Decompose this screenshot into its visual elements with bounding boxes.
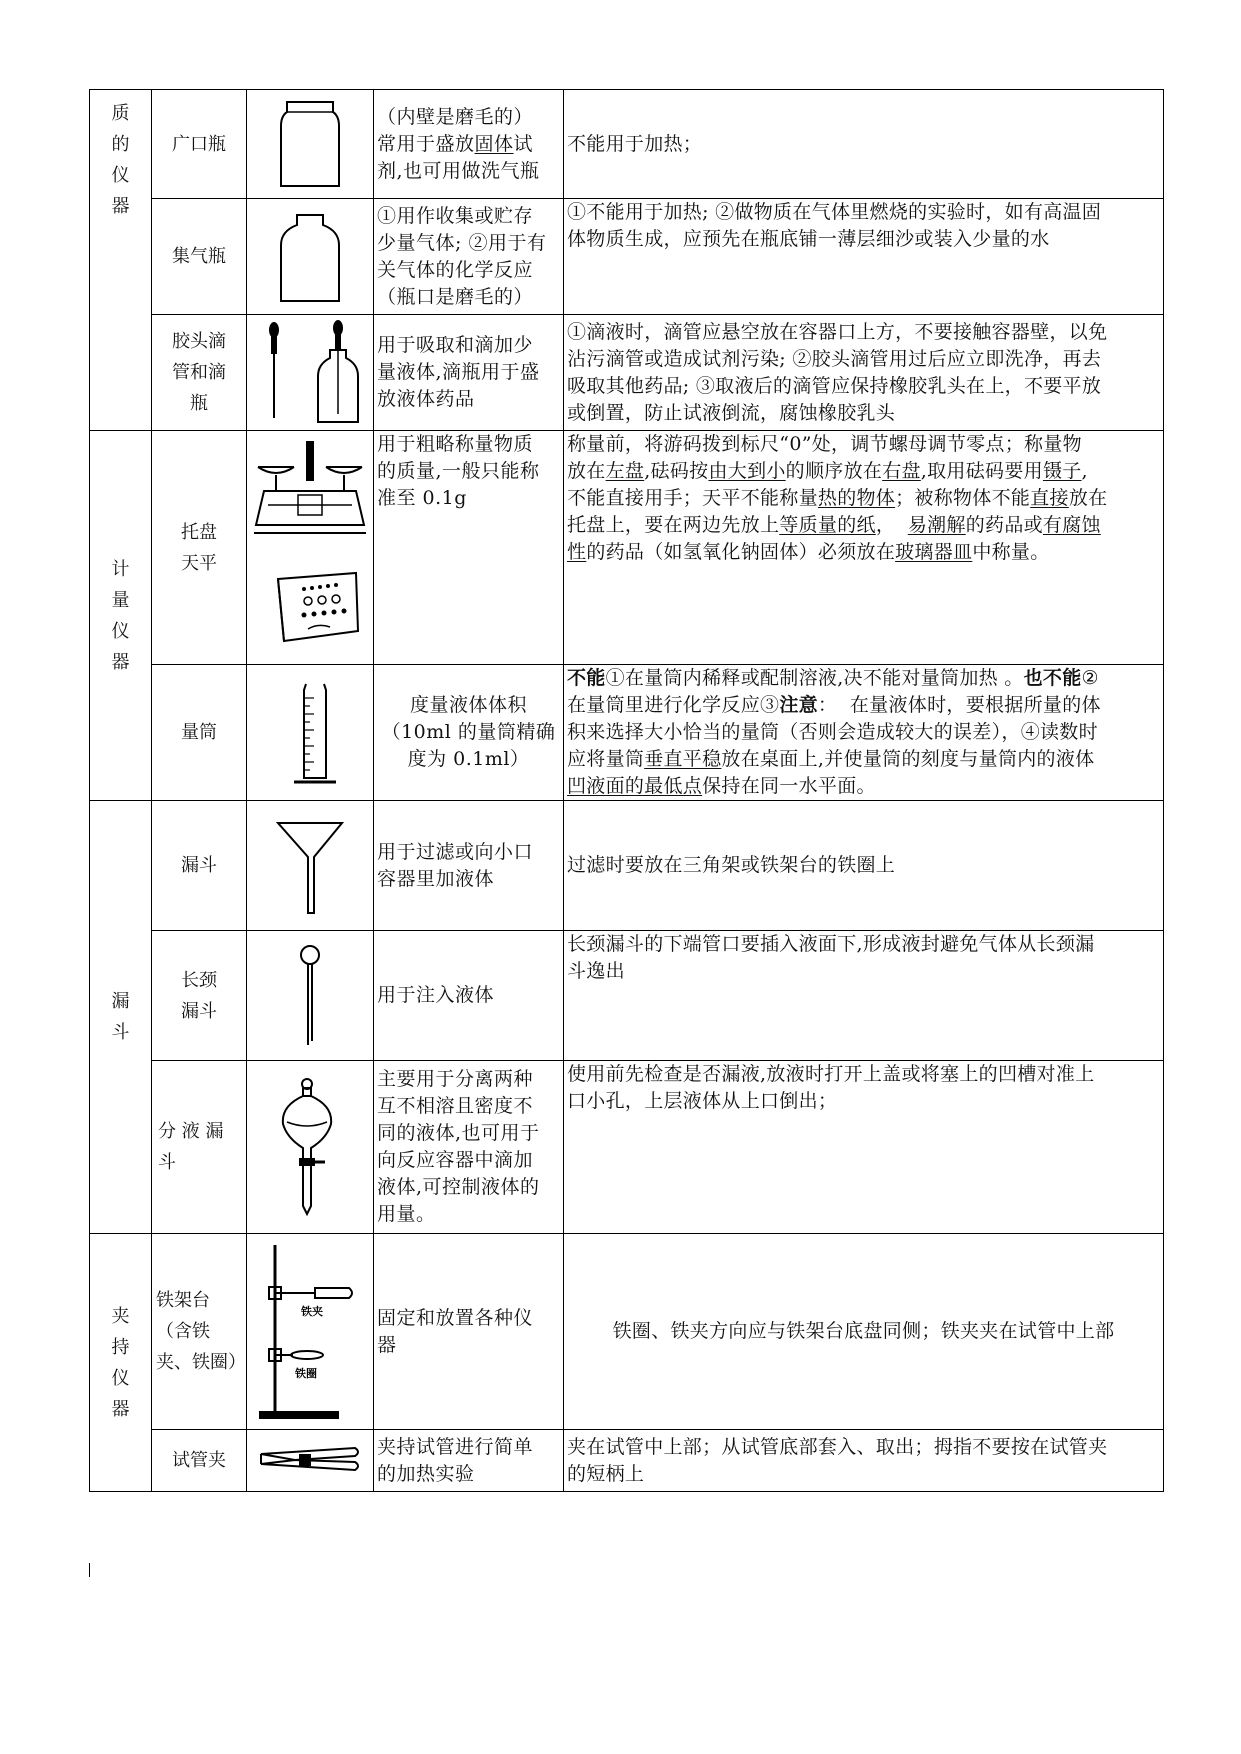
note-cell [564,801,1164,931]
note-line: 吸取其他药品; ③取液后的滴管应保持橡胶乳头在上，不要平放 [567,374,1102,397]
image-cell [247,1061,374,1234]
long-neck-funnel-icon [290,941,330,1051]
note-line [567,692,1160,719]
use-line: 度量液体体积 [409,694,527,716]
use-line: 固定和放置各种仪 [377,1306,534,1329]
note-line: 使用前先检查是否漏液,放液时打开上盖或将塞上的凹槽对准上 [567,1063,1095,1085]
instrument-name [152,801,247,931]
text-run: , [1081,460,1088,482]
wide-mouth-bottle-icon [275,96,345,192]
use-line: 夹持试管进行简单 [377,1435,534,1458]
text-run: 在量筒里进行化学反应③ [567,694,780,716]
name-line: 天平 [181,552,217,574]
category-char: 斗 [111,1022,130,1043]
table-row [90,1234,1164,1430]
text-run: 的顺序放在 [785,460,883,482]
use-cell [374,801,564,931]
image-cell [247,931,374,1061]
note-line: 过滤时要放在三角架或铁架台的铁圈上 [567,854,896,876]
use-cell [374,90,564,199]
underlined-text: 右盘 [882,460,921,482]
note-line [567,512,1160,539]
use-cell [374,1061,564,1234]
use-line: （10ml 的量筒精确 [381,721,556,743]
category-cell [90,1234,152,1492]
note-line: 体物质生成，应预先在瓶底铺一薄层细沙或装入少量的水 [567,228,1050,250]
note-line: ①不能用于加热; ②做物质在气体里燃烧的实验时，如有高温固 [567,201,1102,223]
category-char: 计 [111,558,130,580]
note-line: 沾污滴管或造成试剂污染; ②胶头滴管用过后应立即洗净，再去 [567,347,1102,370]
instrument-table [89,89,1164,1492]
category-char: 仪 [111,1367,130,1389]
text-run: 常用于盛放 [377,132,475,155]
name-line: 夹、铁圈） [156,1352,246,1373]
note-cell [564,1061,1164,1234]
instrument-name [152,1061,247,1234]
name-line: 铁架台 [156,1290,210,1311]
text-run: ,砝码按 [644,460,709,482]
use-line: 主要用于分离两种 [377,1068,534,1090]
note-cell [564,90,1164,199]
name-line: （含铁 [156,1321,210,1342]
image-cell [247,431,374,665]
name-line: 广口瓶 [172,133,226,155]
category-char: 的 [111,134,130,155]
table-row [90,90,1164,199]
use-line: 液体,可控制液体的 [377,1176,540,1198]
use-line: （瓶口是磨毛的） [377,285,534,308]
category-char: 夹 [111,1305,130,1327]
name-line: 胶头滴 [172,331,226,352]
gas-jar-icon [275,207,345,307]
image-cell [247,1234,374,1430]
note-cell [564,665,1164,801]
image-cell [247,199,374,315]
category-char: 持 [111,1336,130,1358]
note-line [567,773,1160,800]
use-line: 向反应容器中滴加 [377,1149,534,1171]
text-run: ,取用砝码要用 [920,460,1043,482]
note-line: ①滴液时，滴管应悬空放在容器口上方，不要接触容器壁，以免 [567,320,1108,343]
use-line: 准至 0.1g [377,487,467,509]
category-cell [90,801,152,1234]
name-line: 漏斗 [181,855,217,876]
use-line: 容器里加液体 [377,867,495,890]
underlined-text: 性 [567,541,587,563]
note-line: 的短柄上 [567,1462,645,1485]
name-line: 瓶 [190,393,208,414]
use-line: 剂,也可用做洗气瓶 [377,159,540,182]
use-line: 用量。 [377,1203,436,1225]
note-line [567,665,1160,692]
underlined-text: 直接 [1030,487,1069,509]
image-cell [247,1430,374,1492]
category-cell [90,90,152,431]
name-line: 漏斗 [181,1000,217,1022]
underlined-text: 热的物体 [817,487,896,509]
text-run: 放在 [1068,487,1108,509]
use-line: ①用作收集或贮存 [377,204,534,227]
text-run: 放在 [567,460,606,482]
use-cell [374,1430,564,1492]
use-line: 用于过滤或向小口 [377,840,534,863]
use-cell [374,199,564,315]
underlined-text: 有腐蚀 [1042,514,1101,536]
category-char: 器 [111,651,130,673]
use-line: 用于粗略称量物质 [377,433,534,455]
category-char: 质 [111,103,130,124]
category-char: 量 [111,589,130,611]
note-line: 铁圈、铁夹方向应与铁架台底盘同侧；铁夹夹在试管中上部 [612,1320,1115,1342]
note-cell [564,315,1164,431]
table-row [90,199,1164,315]
text-run: 托盘上，要在两边先放上 [567,514,780,536]
note-line: 不能用于加热； [567,132,703,155]
use-line: 少量气体; ②用于有 [377,231,547,254]
category-char: 仪 [111,165,130,186]
note-line: 积来选择大小恰当的量筒（否则会造成较大的误差），④读数时 [567,721,1098,743]
use-cell [374,931,564,1061]
category-cell [90,431,152,801]
underlined-text: 左盘 [605,460,645,482]
name-line: 集气瓶 [172,246,226,267]
instrument-name [152,90,247,199]
name-line: 分 液 漏 [158,1121,224,1142]
bold-text: 注意 [779,694,818,716]
text-run: ；被称物体不能 [895,487,1031,509]
note-line: 夹在试管中上部；从试管底部套入、取出；拇指不要按在试管夹 [567,1435,1108,1458]
text-run: 试 [513,132,534,155]
text-run: ： 在量液体时，要根据所量的体 [817,694,1101,716]
image-cell [247,665,374,801]
ring-label: 铁圈 [295,1366,317,1380]
test-tube-holder-icon [255,1438,365,1484]
text-run: 中称量。 [972,541,1050,563]
image-cell [247,315,374,431]
underlined-text: 垂直平稳 [644,748,722,770]
bold-text: 也不能 [1023,667,1082,689]
note-line: 或倒置，防止试液倒流，腐蚀橡胶乳头 [567,401,896,424]
use-line: 的加热实验 [377,1462,475,1485]
table-row [90,801,1164,931]
category-char: 器 [111,1398,130,1420]
name-line: 量筒 [181,722,217,743]
table-row [90,931,1164,1061]
table-border-tail [89,1563,90,1577]
table-row [90,315,1164,431]
note-cell [564,199,1164,315]
use-line: 的质量,一般只能称 [377,460,540,482]
name-line: 托盘 [181,521,217,543]
instrument-name [152,431,247,665]
bold-text: 不能 [567,667,606,689]
note-cell [564,431,1164,665]
note-cell [564,1234,1164,1430]
note-line: 长颈漏斗的下端管口要插入液面下,形成液封避免气体从长颈漏 [567,933,1095,955]
underlined-text: 玻璃器皿 [895,541,973,563]
use-cell [374,1234,564,1430]
balance-and-weights-icon [248,435,372,661]
text-run: 放在桌面上,并使量筒的刻度与量筒内的液体 [721,748,1095,770]
use-line: 用于吸取和滴加少 [377,334,534,356]
instrument-name [152,1234,247,1430]
note-line [567,485,1160,512]
instrument-name [152,199,247,315]
note-cell [564,931,1164,1061]
note-line: 称量前，将游码拨到标尺“0”处，调节螺母调节零点；称量物 [567,433,1082,455]
underlined-text: 等质量的纸 [779,514,876,536]
category-char: 漏 [111,991,130,1012]
use-line [377,131,560,158]
instrument-name [152,1430,247,1492]
table-row [90,1061,1164,1234]
image-cell [247,801,374,931]
table-row [90,431,1164,665]
funnel-icon [270,811,350,921]
use-line: 度为 0.1ml） [407,748,530,770]
name-line: 管和滴 [172,362,226,383]
iron-stand-icon [255,1239,365,1425]
category-char: 器 [111,196,130,217]
text-run: 的药品（如氢氧化钠固体）必须放在 [586,541,896,563]
underlined-text: 镊子 [1042,460,1082,482]
note-line [567,458,1160,485]
category-char: 仪 [111,620,130,642]
note-line: 斗逸出 [567,960,625,982]
text-run: 应将量筒 [567,748,645,770]
instrument-name [152,315,247,431]
use-line: 器 [377,1333,397,1356]
use-line: 量液体,滴瓶用于盛 [377,361,540,383]
use-line: （内壁是磨毛的） [377,105,534,128]
use-cell [374,315,564,431]
underlined-text: 易潮解 [907,514,966,536]
use-line: 放液体药品 [377,388,475,410]
clamp-label: 铁夹 [301,1304,323,1318]
separatory-funnel-icon [275,1072,345,1222]
underlined-text: 凹液面的最低点 [567,775,703,797]
name-line: 长颈 [181,969,217,991]
note-line [567,746,1160,773]
use-line: 同的液体,也可用于 [377,1122,540,1144]
name-line: 试管夹 [172,1450,226,1471]
instrument-name [152,931,247,1061]
use-cell [374,431,564,665]
text-run: ①在量筒内稀释或配制溶液,决不能对量筒加热 。 [605,667,1024,689]
dropper-and-dropping-bottle-icon [254,318,366,428]
image-cell [247,90,374,199]
use-line: 用于注入液体 [377,984,495,1006]
use-cell [374,665,564,801]
text-run: 不能直接用手；天平不能称量 [567,487,818,509]
underlined-text: 固体 [474,132,514,155]
measuring-cylinder-icon [280,678,340,788]
text-run: 保持在同一水平面。 [702,775,876,797]
use-line: 关气体的化学反应 [377,258,534,281]
instrument-name [152,665,247,801]
table-row [90,1430,1164,1492]
note-line: 口小孔，上层液体从上口倒出； [567,1090,838,1112]
note-cell [564,1430,1164,1492]
underlined-text: 由大到小 [708,460,786,482]
text-run: ② [1081,667,1099,689]
text-run: ， [875,514,908,536]
table-row [90,665,1164,801]
name-line: 斗 [158,1152,176,1173]
note-line [567,539,1160,566]
text-run: 的药品或 [965,514,1043,536]
use-line: 互不相溶且密度不 [377,1095,534,1117]
